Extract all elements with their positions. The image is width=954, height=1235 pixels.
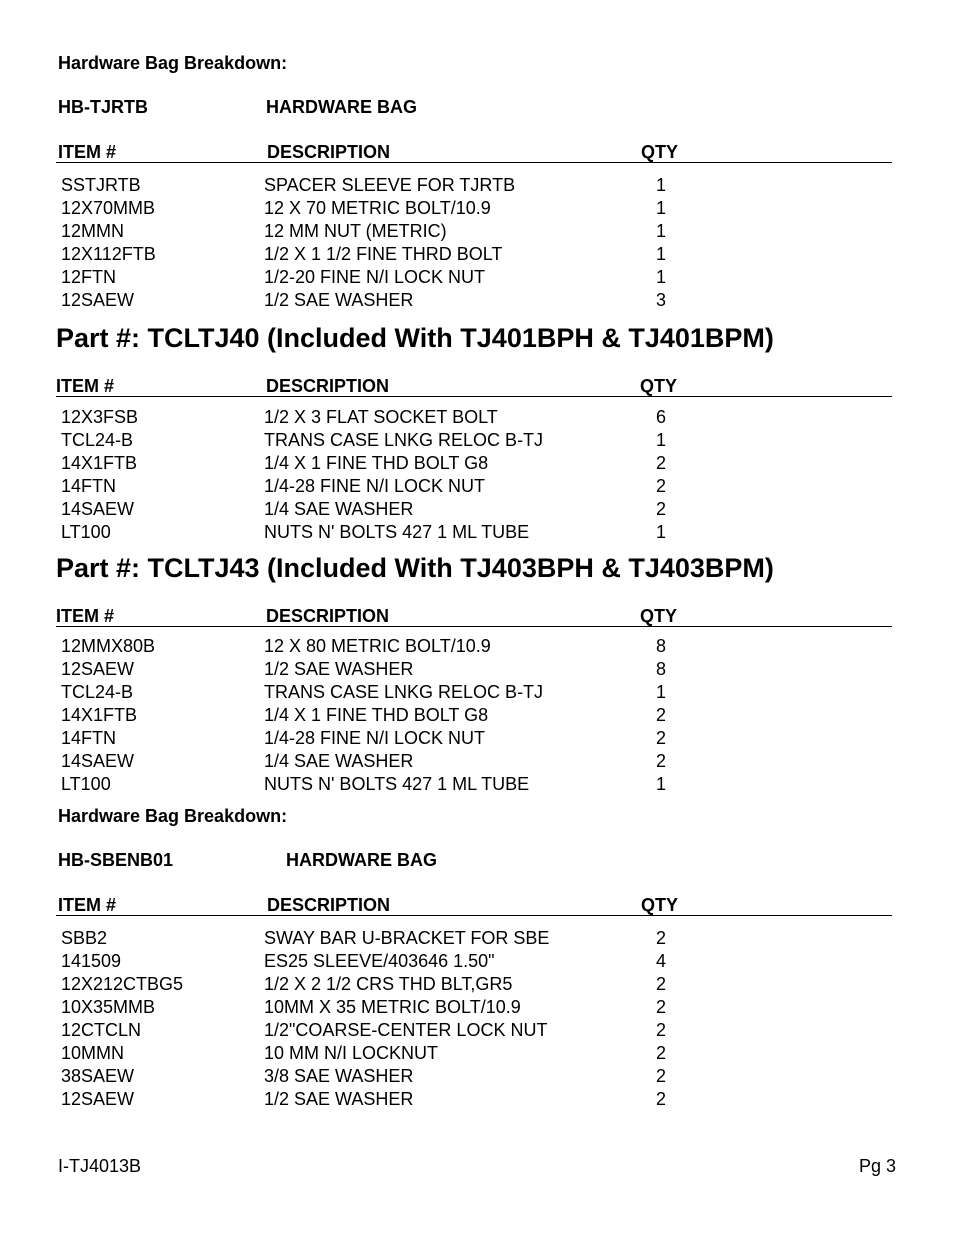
- header-item: ITEM #: [58, 142, 117, 162]
- item-description: TRANS CASE LNKG RELOC B-TJ: [264, 682, 544, 702]
- item-description: 3/8 SAE WASHER: [264, 1066, 414, 1086]
- item-description: SPACER SLEEVE FOR TJRTB: [264, 175, 516, 195]
- item-description: 12 MM NUT (METRIC): [264, 221, 447, 241]
- table-row: [0, 682, 954, 705]
- item-number: LT100: [61, 522, 111, 542]
- item-qty: 2: [656, 499, 667, 519]
- table-row: [0, 430, 954, 453]
- item-description: 1/4 X 1 FINE THD BOLT G8: [264, 705, 489, 725]
- breakdown-label: Hardware Bag Breakdown:: [58, 53, 288, 73]
- item-number: 14X1FTB: [61, 705, 138, 725]
- item-description: 1/4-28 FINE N/I LOCK NUT: [264, 728, 486, 748]
- item-qty: 1: [656, 198, 667, 218]
- table-header: [56, 376, 892, 397]
- table-row: [0, 453, 954, 476]
- item-qty: 1: [656, 221, 667, 241]
- item-description: 12 X 70 METRIC BOLT/10.9: [264, 198, 491, 218]
- header-qty: QTY: [640, 606, 678, 626]
- table-row: [0, 1043, 954, 1066]
- item-number: 38SAEW: [61, 1066, 135, 1086]
- item-description: 1/4 SAE WASHER: [264, 499, 414, 519]
- bag-code: HB-SBENB01: [58, 850, 174, 870]
- table-row: [0, 221, 954, 244]
- item-qty: 6: [656, 407, 667, 427]
- item-description: 10 MM N/I LOCKNUT: [264, 1043, 439, 1063]
- item-qty: 1: [656, 774, 667, 794]
- item-qty: 2: [656, 476, 667, 496]
- header-description: DESCRIPTION: [266, 376, 390, 396]
- header-qty: QTY: [641, 895, 679, 915]
- item-number: 12X212CTBG5: [61, 974, 184, 994]
- parts-table: [0, 928, 954, 1112]
- item-qty: 1: [656, 267, 667, 287]
- item-number: 12X112FTB: [61, 244, 156, 264]
- item-description: 1/2 SAE WASHER: [264, 1089, 414, 1109]
- item-number: 12MMN: [61, 221, 125, 241]
- header-item: ITEM #: [56, 606, 115, 626]
- table-row: [0, 267, 954, 290]
- table-row: [0, 1089, 954, 1112]
- table-row: [0, 1020, 954, 1043]
- item-qty: 2: [656, 997, 667, 1017]
- table-row: [0, 522, 954, 545]
- item-qty: 2: [656, 1066, 667, 1086]
- item-qty: 2: [656, 705, 667, 725]
- header-qty: QTY: [641, 142, 679, 162]
- table-row: [0, 499, 954, 522]
- item-number: 14X1FTB: [61, 453, 138, 473]
- item-qty: 1: [656, 682, 667, 702]
- item-description: 1/2 SAE WASHER: [264, 659, 414, 679]
- item-description: 1/2 X 2 1/2 CRS THD BLT,GR5: [264, 974, 513, 994]
- item-qty: 4: [656, 951, 667, 971]
- item-qty: 1: [656, 430, 667, 450]
- item-qty: 8: [656, 636, 667, 656]
- table-row: [0, 175, 954, 198]
- item-description: TRANS CASE LNKG RELOC B-TJ: [264, 430, 544, 450]
- table-row: [0, 1066, 954, 1089]
- table-row: [0, 244, 954, 267]
- item-number: 14SAEW: [61, 751, 135, 771]
- item-qty: 1: [656, 175, 667, 195]
- item-number: 14FTN: [61, 728, 117, 748]
- item-description: 1/4-28 FINE N/I LOCK NUT: [264, 476, 486, 496]
- table-header: [56, 895, 892, 916]
- page-number: Pg 3: [858, 1156, 896, 1176]
- header-description: DESCRIPTION: [267, 895, 391, 915]
- table-row: [0, 290, 954, 313]
- item-number: 12SAEW: [61, 290, 135, 310]
- item-number: 14SAEW: [61, 499, 135, 519]
- item-number: 10X35MMB: [61, 997, 156, 1017]
- item-qty: 2: [656, 453, 667, 473]
- parts-table: [0, 636, 954, 797]
- item-description: SWAY BAR U-BRACKET FOR SBE: [264, 928, 550, 948]
- item-description: 10MM X 35 METRIC BOLT/10.9: [264, 997, 521, 1017]
- item-description: 1/2 X 3 FLAT SOCKET BOLT: [264, 407, 498, 427]
- table-row: [0, 659, 954, 682]
- item-qty: 1: [656, 244, 667, 264]
- table-row: [0, 198, 954, 221]
- item-number: 12SAEW: [61, 659, 135, 679]
- item-number: TCL24-B: [61, 430, 134, 450]
- table-row: [0, 751, 954, 774]
- item-number: LT100: [61, 774, 111, 794]
- bag-name: HARDWARE BAG: [286, 850, 437, 870]
- item-qty: 2: [656, 928, 667, 948]
- header-description: DESCRIPTION: [267, 142, 391, 162]
- item-number: 14FTN: [61, 476, 117, 496]
- item-qty: 8: [656, 659, 667, 679]
- item-description: 12 X 80 METRIC BOLT/10.9: [264, 636, 491, 656]
- bag-name: HARDWARE BAG: [266, 97, 417, 117]
- table-row: [0, 928, 954, 951]
- table-header: [56, 142, 892, 163]
- breakdown-label: Hardware Bag Breakdown:: [58, 806, 288, 826]
- item-qty: 1: [656, 522, 667, 542]
- table-row: [0, 728, 954, 751]
- header-qty: QTY: [640, 376, 678, 396]
- item-description: ES25 SLEEVE/403646 1.50": [264, 951, 495, 971]
- table-row: [0, 636, 954, 659]
- table-row: [0, 997, 954, 1020]
- item-number: 12CTCLN: [61, 1020, 142, 1040]
- table-row: [0, 974, 954, 997]
- item-number: 12X70MMB: [61, 198, 156, 218]
- table-row: [0, 476, 954, 499]
- parts-table: [0, 407, 954, 545]
- item-number: SBB2: [61, 928, 108, 948]
- header-item: ITEM #: [56, 376, 115, 396]
- item-description: NUTS N' BOLTS 427 1 ML TUBE: [264, 774, 530, 794]
- table-row: [0, 407, 954, 430]
- item-description: 1/4 X 1 FINE THD BOLT G8: [264, 453, 489, 473]
- item-qty: 2: [656, 728, 667, 748]
- item-number: 12SAEW: [61, 1089, 135, 1109]
- item-number: 12X3FSB: [61, 407, 139, 427]
- item-qty: 2: [656, 1020, 667, 1040]
- item-number: 12MMX80B: [61, 636, 156, 656]
- item-number: SSTJRTB: [61, 175, 141, 195]
- item-description: 1/2 X 1 1/2 FINE THRD BOLT: [264, 244, 503, 264]
- item-qty: 2: [656, 974, 667, 994]
- header-item: ITEM #: [58, 895, 117, 915]
- item-qty: 3: [656, 290, 667, 310]
- item-description: 1/4 SAE WASHER: [264, 751, 414, 771]
- item-number: 141509: [61, 951, 122, 971]
- document-id: I-TJ4013B: [58, 1156, 142, 1176]
- parts-table: [0, 175, 954, 313]
- item-qty: 2: [656, 751, 667, 771]
- table-row: [0, 774, 954, 797]
- part-title: Part #: TCLTJ40 (Included With TJ401BPH & TJ401BPM): [56, 323, 774, 353]
- item-description: 1/2 SAE WASHER: [264, 290, 414, 310]
- bag-code: HB-TJRTB: [58, 97, 148, 117]
- header-description: DESCRIPTION: [266, 606, 390, 626]
- table-row: [0, 705, 954, 728]
- item-description: NUTS N' BOLTS 427 1 ML TUBE: [264, 522, 530, 542]
- item-description: 1/2-20 FINE N/I LOCK NUT: [264, 267, 486, 287]
- table-header: [56, 606, 892, 627]
- item-qty: 2: [656, 1043, 667, 1063]
- item-description: 1/2"COARSE-CENTER LOCK NUT: [264, 1020, 548, 1040]
- item-number: 12FTN: [61, 267, 117, 287]
- part-title: Part #: TCLTJ43 (Included With TJ403BPH & TJ403BPM): [56, 553, 774, 583]
- item-number: 10MMN: [61, 1043, 125, 1063]
- item-number: TCL24-B: [61, 682, 134, 702]
- item-qty: 2: [656, 1089, 667, 1109]
- table-row: [0, 951, 954, 974]
